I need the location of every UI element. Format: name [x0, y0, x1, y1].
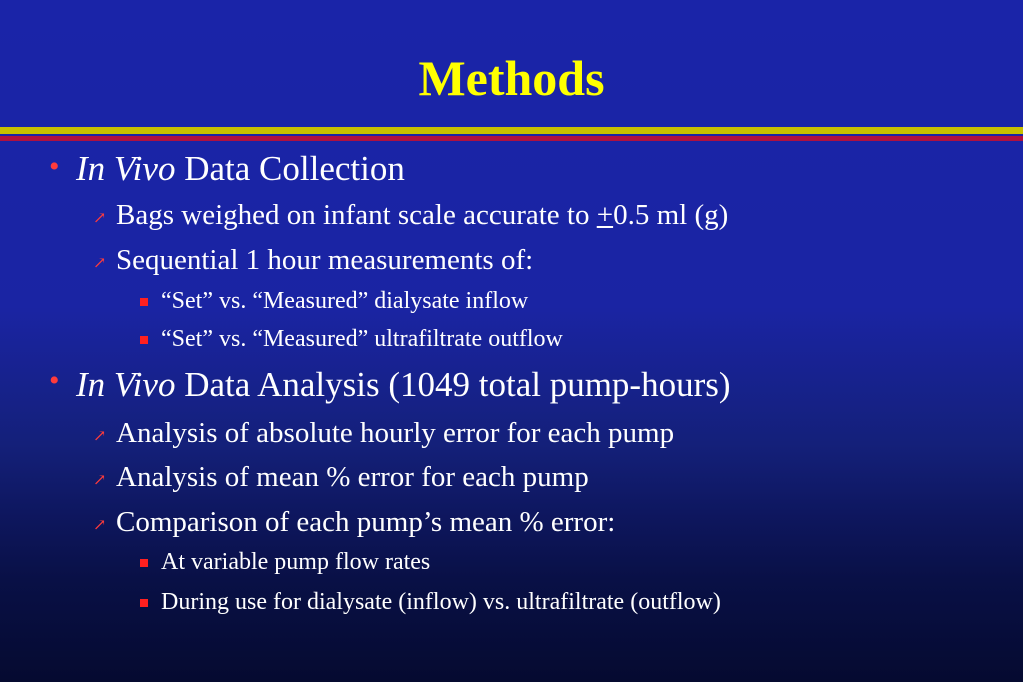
arrow-up-right-icon: ↗: [93, 210, 107, 227]
square-bullet-icon: [140, 559, 148, 567]
section-heading: In Vivo Data Collection: [76, 149, 405, 188]
arrow-up-right-icon: ↗: [93, 517, 107, 534]
list-item: Sequential 1 hour measurements of:: [116, 244, 534, 276]
bullet-dot-icon: •: [49, 150, 60, 183]
list-item: Analysis of absolute hourly error for each pump: [116, 417, 675, 449]
arrow-up-right-icon: ↗: [93, 428, 107, 445]
arrow-up-right-icon: ↗: [93, 472, 107, 489]
list-item: Bags weighed on infant scale accurate to +0.5 ml (g): [116, 199, 729, 231]
list-subitem: “Set” vs. “Measured” dialysate inflow: [161, 288, 529, 314]
square-bullet-icon: [140, 599, 148, 607]
list-item: Comparison of each pump’s mean % error:: [116, 506, 616, 538]
title-rule-red: [0, 136, 1023, 141]
list-subitem: At variable pump flow rates: [161, 549, 431, 575]
list-item: Analysis of mean % error for each pump: [116, 461, 589, 493]
square-bullet-icon: [140, 336, 148, 344]
list-subitem: During use for dialysate (inflow) vs. ultrafiltrate (outflow): [161, 589, 721, 615]
bullet-dot-icon: •: [49, 364, 60, 397]
square-bullet-icon: [140, 298, 148, 306]
list-subitem: “Set” vs. “Measured” ultrafiltrate outflow: [161, 326, 563, 352]
slide-title: Methods: [418, 50, 605, 106]
title-rule-yellow: [0, 127, 1023, 134]
section-heading: In Vivo Data Analysis (1049 total pump-hours): [76, 365, 731, 404]
arrow-up-right-icon: ↗: [93, 255, 107, 272]
